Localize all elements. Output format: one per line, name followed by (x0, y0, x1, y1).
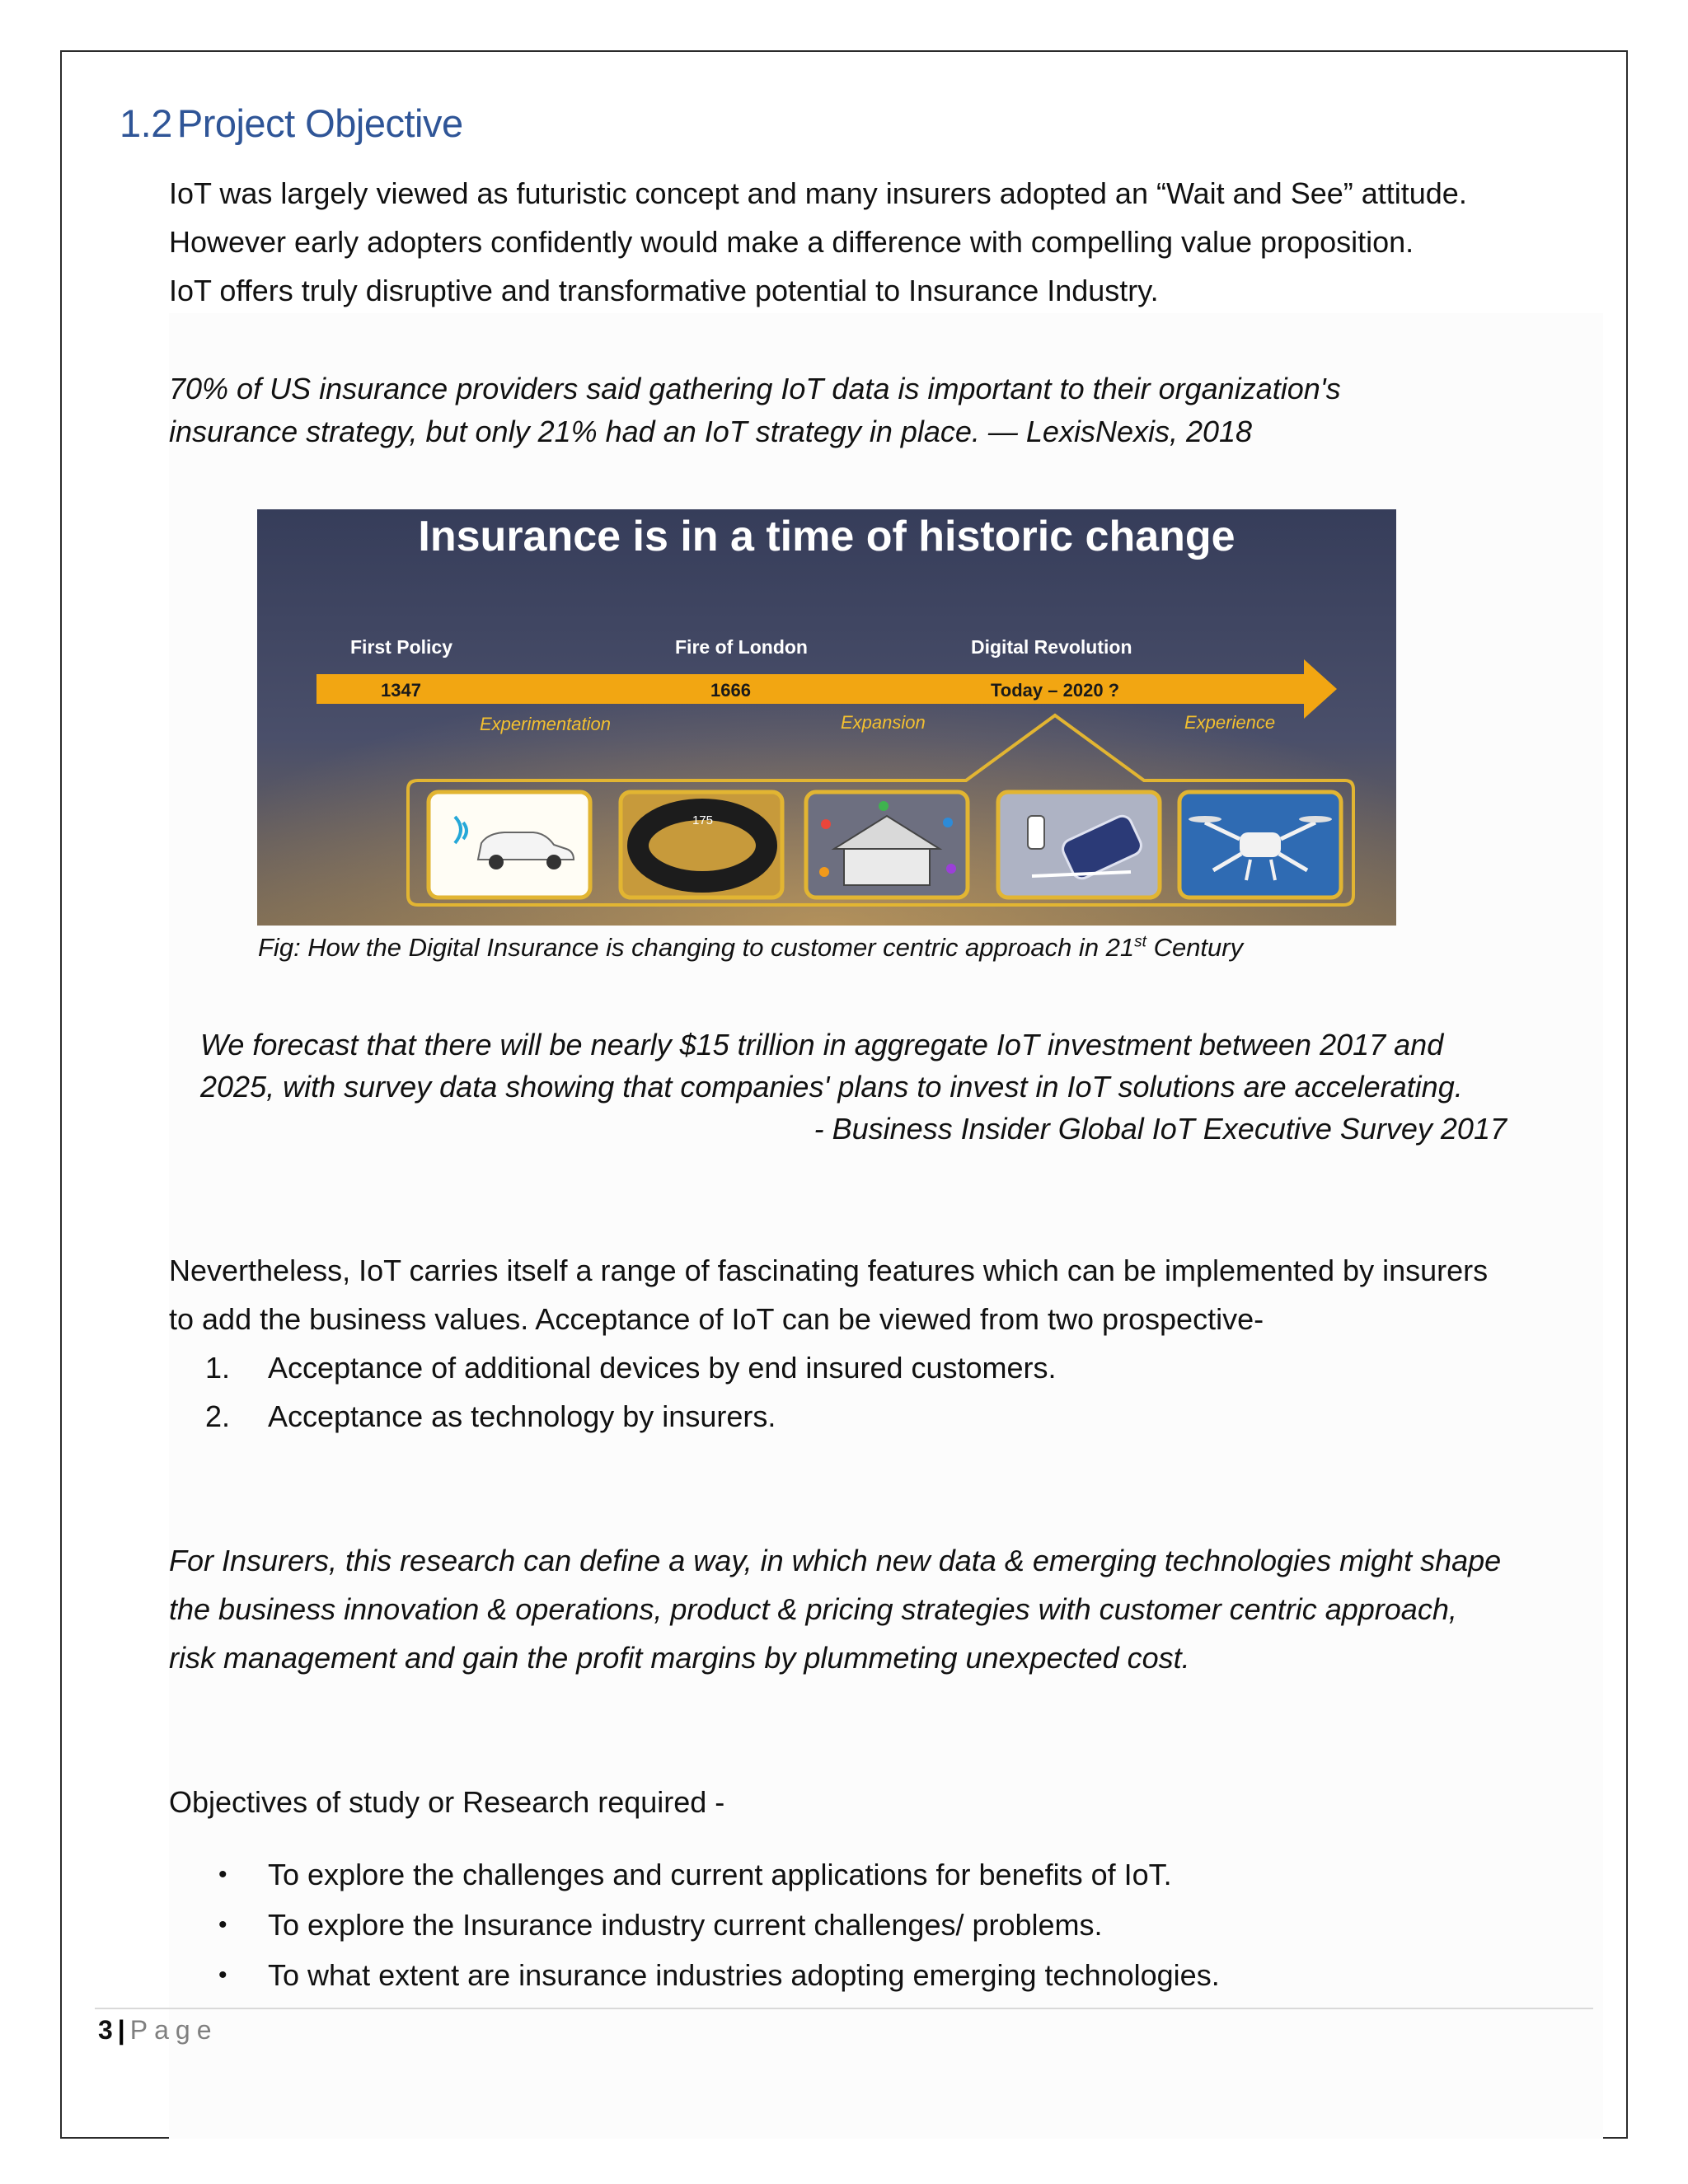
paragraph-line: For Insurers, this research can define a way, in which new data & emerging technologies might shape (169, 1544, 1502, 1577)
quote-line: 2025, with survey data showing that companies' plans to invest in IoT solutions are accelerating. (200, 1070, 1463, 1104)
business-insider-quote (200, 1024, 1552, 1150)
list-text: To explore the Insurance industry current challenges/ problems. (268, 1908, 1103, 1942)
bullet-icon: • (218, 1961, 227, 1989)
quote-line: insurance strategy, but only 21% had an IoT strategy in place. — LexisNexis, 2018 (169, 415, 1253, 448)
list-number: 2. (205, 1399, 231, 1433)
list-number: 1. (205, 1351, 231, 1385)
page-number: 3 (98, 2015, 113, 2045)
page-footer (98, 2013, 218, 2047)
footer-separator: | (117, 2015, 125, 2045)
phase-label: Experience (1184, 712, 1276, 733)
paragraph-line: the business innovation & operations, product & pricing strategies with customer centric approach, (169, 1592, 1457, 1626)
list-text: To what extent are insurance industries adopting emerging technologies. (268, 1958, 1220, 1992)
nevertheless-paragraph (169, 1246, 1488, 1343)
objectives-intro: Objectives of study or Research required - (169, 1785, 725, 1819)
paragraph-line: Nevertheless, IoT carries itself a range of fascinating features which can be implemented by insurers (169, 1254, 1489, 1287)
band-display: 175 (692, 813, 714, 827)
milestone-year: 1347 (381, 680, 421, 701)
intro-line: IoT was largely viewed as futuristic concept and many insurers adopted an “Wait and See” attitude. (169, 176, 1467, 210)
phase-label: Expansion (841, 712, 926, 733)
insurers-paragraph (169, 1536, 1501, 1682)
figure-title: Insurance is in a time of historic change (418, 513, 1236, 560)
smart-home-icon (806, 792, 968, 898)
section-number: 1.2 (120, 101, 172, 145)
intro-line: However early adopters confidently would make a difference with compelling value proposition. (169, 225, 1414, 259)
bullet-icon: • (218, 1861, 227, 1888)
quote-line: 70% of US insurance providers said gathering IoT data is important to their organization's (169, 372, 1341, 405)
lexisnexis-quote (169, 368, 1341, 453)
list-text: Acceptance of additional devices by end insured customers. (268, 1351, 1057, 1385)
list-text: Acceptance as technology by insurers. (268, 1399, 776, 1433)
fitness-band-icon (621, 792, 782, 898)
milestone-year: Today – 2020 ? (991, 680, 1120, 701)
section-title: Project Objective (176, 101, 463, 145)
milestone-label: Digital Revolution (971, 636, 1132, 658)
bullet-icon: • (218, 1911, 227, 1938)
paragraph-line: risk management and gain the profit margins by plummeting unexpected cost. (169, 1641, 1190, 1675)
phase-label: Experimentation (480, 714, 611, 734)
connected-car-icon (429, 792, 590, 898)
caption-text: Fig: How the Digital Insurance is changing to customer centric approach in 21 (258, 933, 1135, 962)
milestone-year: 1666 (710, 680, 751, 701)
figure-graphic (257, 509, 1396, 926)
glucose-monitor-icon (998, 792, 1160, 898)
milestone-label: Fire of London (675, 636, 808, 658)
paragraph-line: to add the business values. Acceptance of IoT can be viewed from two prospective- (169, 1302, 1264, 1336)
caption-suffix: Century (1146, 933, 1244, 962)
page-label: Page (129, 2015, 218, 2045)
figure-caption (258, 933, 1243, 963)
intro-paragraph (169, 169, 1467, 315)
list-text: To explore the challenges and current applications for benefits of IoT. (268, 1858, 1172, 1891)
drone-icon (1179, 792, 1341, 898)
quote-attribution: - Business Insider Global IoT Executive Survey 2017 (814, 1112, 1507, 1146)
section-heading (120, 101, 463, 146)
caption-superscript: st (1134, 933, 1146, 951)
quote-line: We forecast that there will be nearly $15 trillion in aggregate IoT investment between 2017 and (200, 1028, 1444, 1062)
insurance-history-figure (257, 509, 1396, 926)
intro-line: IoT offers truly disruptive and transformative potential to Insurance Industry. (169, 274, 1159, 307)
milestone-label: First Policy (350, 636, 452, 658)
footer-divider (95, 2008, 1593, 2009)
